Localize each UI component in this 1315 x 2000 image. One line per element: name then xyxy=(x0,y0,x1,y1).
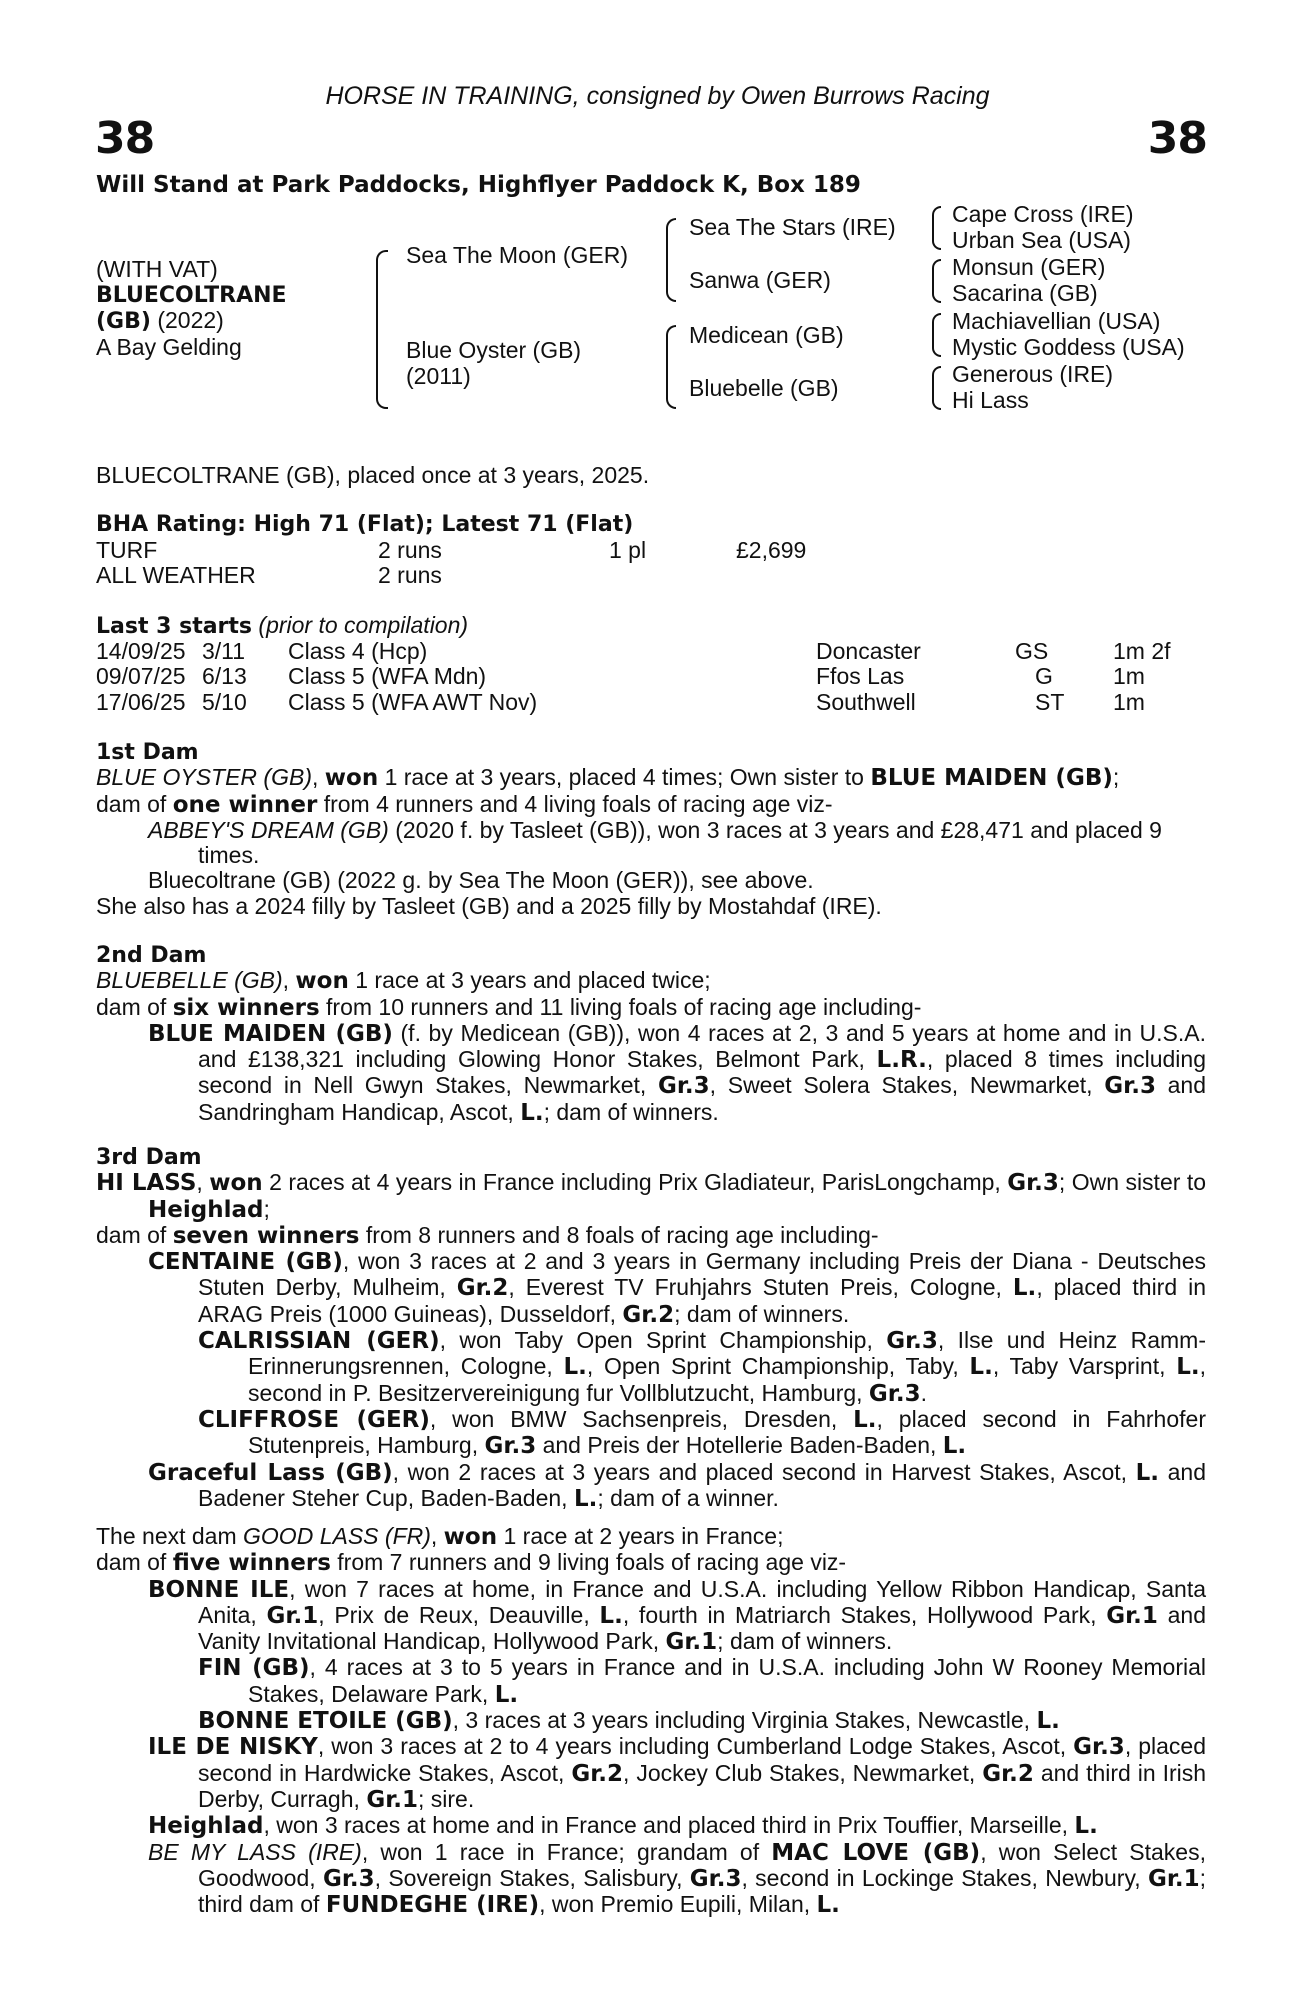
produce-entry: BLUE MAIDEN (GB) (f. by Medicean (GB)), won 4 races at 2, 3 and 5 years at home and in U.S.A. and £138,321 including Glowing Honor Stakes, Belmont Park, L.R., placed 8 times including second in Nell Gwyn Stakes, Newmarket, Gr.3, Sweet Solera Stakes, Newmarket, Gr.3 and Sandringham Handicap, Ascot, L.; dam of winners. xyxy=(148,1019,1207,1126)
start-course: Southwell xyxy=(816,688,916,715)
rating-runs: 2 runs xyxy=(378,562,442,588)
start-going: ST xyxy=(1035,688,1065,715)
pedigree-sire: Sea The Moon (GER) xyxy=(406,242,629,268)
produce-entry: FIN (GB), 4 races at 3 to 5 years in France and in U.S.A. including John W Rooney Memorial Stakes, Delaware Park, L. xyxy=(198,1654,1207,1708)
pedigree-dsd: Mystic Goddess (USA) xyxy=(952,334,1185,360)
produce-note: She also has a 2024 filly by Tasleet (GB) and a 2025 filly by Mostahdaf (IRE). xyxy=(96,892,882,919)
rating-surface: TURF xyxy=(96,536,158,563)
horse-origin-year xyxy=(96,308,287,335)
section-heading: 1st Dam xyxy=(96,740,199,765)
rating-table xyxy=(96,512,1206,589)
table-row xyxy=(96,563,1206,589)
last-starts-table xyxy=(96,613,1206,715)
dam-entry: HI LASS, won 2 races at 4 years in France including Prix Gladiateur, ParisLongchamp, Gr.3; Own sister to Heighlad; xyxy=(96,1169,1207,1223)
pedigree-sss: Cape Cross (IRE) xyxy=(952,201,1134,227)
pedigree-sd: Sanwa (GER) xyxy=(689,267,831,293)
rating-title: BHA Rating: High 71 (Flat); Latest 71 (Flat) xyxy=(96,512,634,537)
stand-location: Will Stand at Park Paddocks, Highflyer Paddock K, Box 189 xyxy=(96,172,861,198)
pedigree-ss: Sea The Stars (IRE) xyxy=(689,214,896,240)
page-header: HORSE IN TRAINING, consigned by Owen Burrows Racing xyxy=(325,82,990,110)
first-dam-section xyxy=(96,740,1206,919)
pedigree-dds: Generous (IRE) xyxy=(952,361,1114,387)
section-heading: 2nd Dam xyxy=(96,943,207,968)
table-row xyxy=(96,639,1206,665)
rating-places: 1 pl xyxy=(609,536,647,563)
table-row xyxy=(96,690,1206,716)
produce-entry: ABBEY'S DREAM (GB) (2020 f. by Tasleet (GB)), won 3 races at 3 years and £28,471 and placed 9 times. xyxy=(148,816,1162,869)
start-date: 14/09/25 xyxy=(96,637,186,664)
pedigree-dam: Blue Oyster (GB) xyxy=(406,337,582,363)
produce-summary: dam of one winner from 4 runners and 4 living foals of racing age viz- xyxy=(96,790,833,818)
vat-note: (WITH VAT) xyxy=(96,256,218,282)
start-course: Doncaster xyxy=(816,637,921,664)
pedigree-sds: Monsun (GER) xyxy=(952,254,1106,280)
start-distance: 1m xyxy=(1113,688,1145,715)
produce-entry: CLIFFROSE (GER), won BMW Sachsenpreis, Dresden, L., placed second in Fahrhofer Stutenpreis, Hamburg, Gr.3 and Preis der Hotellerie Baden-Baden, L. xyxy=(198,1405,1206,1460)
pedigree-bracket-ds xyxy=(932,313,941,357)
produce-summary: dam of five winners from 7 runners and 9 living foals of racing age viz- xyxy=(96,1549,847,1577)
start-date: 17/06/25 xyxy=(96,688,186,715)
produce-entry: Heighlad, won 3 races at home and in France and placed third in Prix Touffier, Marseille, L. xyxy=(148,1812,1098,1840)
start-distance: 1m xyxy=(1113,663,1145,689)
pedigree-ddd: Hi Lass xyxy=(952,387,1029,413)
table-row xyxy=(96,664,1206,690)
pedigree-dss: Machiavellian (USA) xyxy=(952,308,1161,334)
produce-entry: ILE DE NISKY, won 3 races at 2 to 4 years including Cumberland Lodge Stakes, Ascot, Gr.3, placed second in Hardwicke Stakes, Ascot, Gr.2, Jockey Club Stakes, Newmarket, Gr.2 and third in Irish Derby, Curragh, Gr.1; sire. xyxy=(148,1733,1207,1813)
pedigree-sdd: Sacarina (GB) xyxy=(952,280,1098,306)
last-starts-note: (prior to compilation) xyxy=(258,612,469,638)
horse-country: (GB) xyxy=(96,309,151,334)
table-row xyxy=(96,538,1206,564)
last-starts-title: Last 3 starts xyxy=(96,614,253,639)
start-race: Class 5 (WFA Mdn) xyxy=(288,663,487,689)
pedigree-dd: Bluebelle (GB) xyxy=(689,375,839,401)
horse-description: A Bay Gelding xyxy=(96,333,242,360)
produce-entry: CENTAINE (GB), won 3 races at 2 and 3 years in Germany including Preis der Diana - Deutsches Stuten Derby, Mulheim, Gr.2, Everest TV Fruhjahrs Stuten Preis, Cologne, L., placed third in ARAG Preis (1000 Guineas), Dusseldorf, Gr.2; dam of winners. xyxy=(148,1248,1206,1328)
second-dam-section xyxy=(96,943,1206,1126)
horse-name: BLUECOLTRANE xyxy=(96,282,287,308)
third-dam-section xyxy=(96,1145,1206,1512)
pedigree-ssd: Urban Sea (USA) xyxy=(952,227,1131,253)
start-position: 5/10 xyxy=(202,688,247,715)
horse-identity xyxy=(96,257,287,360)
pedigree-bracket-main xyxy=(376,250,388,409)
start-going: GS xyxy=(1015,637,1049,664)
race-summary: BLUECOLTRANE (GB), placed once at 3 years, 2025. xyxy=(96,462,650,488)
produce-entry: CALRISSIAN (GER), won Taby Open Sprint Championship, Gr.3, Ilse und Heinz Ramm-Erinnerungsrennen, Cologne, L., Open Sprint Championship, Taby, L., Taby Varsprint, L., second in P. Besitzervereinigung fur Vollblutzucht, Hamburg, Gr.3. xyxy=(198,1327,1206,1407)
rating-prize: £2,699 xyxy=(736,536,807,563)
dam-entry: BLUEBELLE (GB), won 1 race at 3 years and placed twice; xyxy=(96,967,711,995)
lot-number-left: 38 xyxy=(95,113,155,164)
start-position: 6/13 xyxy=(202,663,247,689)
start-date: 09/07/25 xyxy=(96,663,186,689)
pedigree-bracket-dam xyxy=(666,325,676,409)
produce-entry: BONNE ETOILE (GB), 3 races at 3 years including Virginia Stakes, Newcastle, L. xyxy=(198,1707,1060,1735)
pedigree-bracket-ss xyxy=(932,206,941,250)
produce-summary: dam of six winners from 10 runners and 11 living foals of racing age including- xyxy=(96,993,922,1021)
start-position: 3/11 xyxy=(202,637,246,664)
produce-entry: BE MY LASS (IRE), won 1 race in France; grandam of MAC LOVE (GB), won Select Stakes, Goodwood, Gr.3, Sovereign Stakes, Salisbury, Gr.3, second in Lockinge Stakes, Newbury, Gr.1; third dam of FUNDEGHE (IRE), won Premio Eupili, Milan, L. xyxy=(148,1838,1207,1919)
lot-number-right: 38 xyxy=(1147,113,1207,164)
start-race: Class 5 (WFA AWT Nov) xyxy=(288,688,538,715)
dam-entry: BLUE OYSTER (GB), won 1 race at 3 years, placed 4 times; Own sister to BLUE MAIDEN (GB); xyxy=(96,764,1120,792)
produce-entry: BONNE ILE, won 7 races at home, in France and U.S.A. including Yellow Ribbon Handicap, Santa Anita, Gr.1, Prix de Reux, Deauville, L., fourth in Matriarch Stakes, Hollywood Park, Gr.1 and Vanity Invitational Handicap, Hollywood Park, Gr.1; dam of winners. xyxy=(148,1575,1206,1656)
section-heading: 3rd Dam xyxy=(96,1145,202,1170)
produce-entry: Graceful Lass (GB), won 2 races at 3 years and placed second in Harvest Stakes, Ascot, L. and Badener Steher Cup, Baden-Baden, L.; dam of a winner. xyxy=(148,1458,1206,1512)
rating-runs: 2 runs xyxy=(378,536,442,563)
fourth-dam-section xyxy=(96,1524,1206,1918)
dam-entry: The next dam GOOD LASS (FR), won 1 race at 2 years in France; xyxy=(96,1523,784,1550)
pedigree-dam-year: (2011) xyxy=(406,363,471,389)
produce-summary: dam of seven winners from 8 runners and 8 foals of racing age including- xyxy=(96,1221,879,1249)
start-course: Ffos Las xyxy=(816,663,905,689)
pedigree-ds: Medicean (GB) xyxy=(689,322,844,348)
pedigree-bracket-sd xyxy=(932,259,941,303)
start-going: G xyxy=(1035,663,1053,689)
produce-entry: Bluecoltrane (GB) (2022 g. by Sea The Moon (GER)), see above. xyxy=(148,867,814,894)
pedigree-bracket-sire xyxy=(666,218,676,302)
horse-year: (2022) xyxy=(150,307,224,333)
pedigree-bracket-dd xyxy=(932,366,941,410)
start-distance: 1m 2f xyxy=(1113,637,1171,664)
rating-surface: ALL WEATHER xyxy=(96,562,256,588)
start-race: Class 4 (Hcp) xyxy=(288,637,428,664)
